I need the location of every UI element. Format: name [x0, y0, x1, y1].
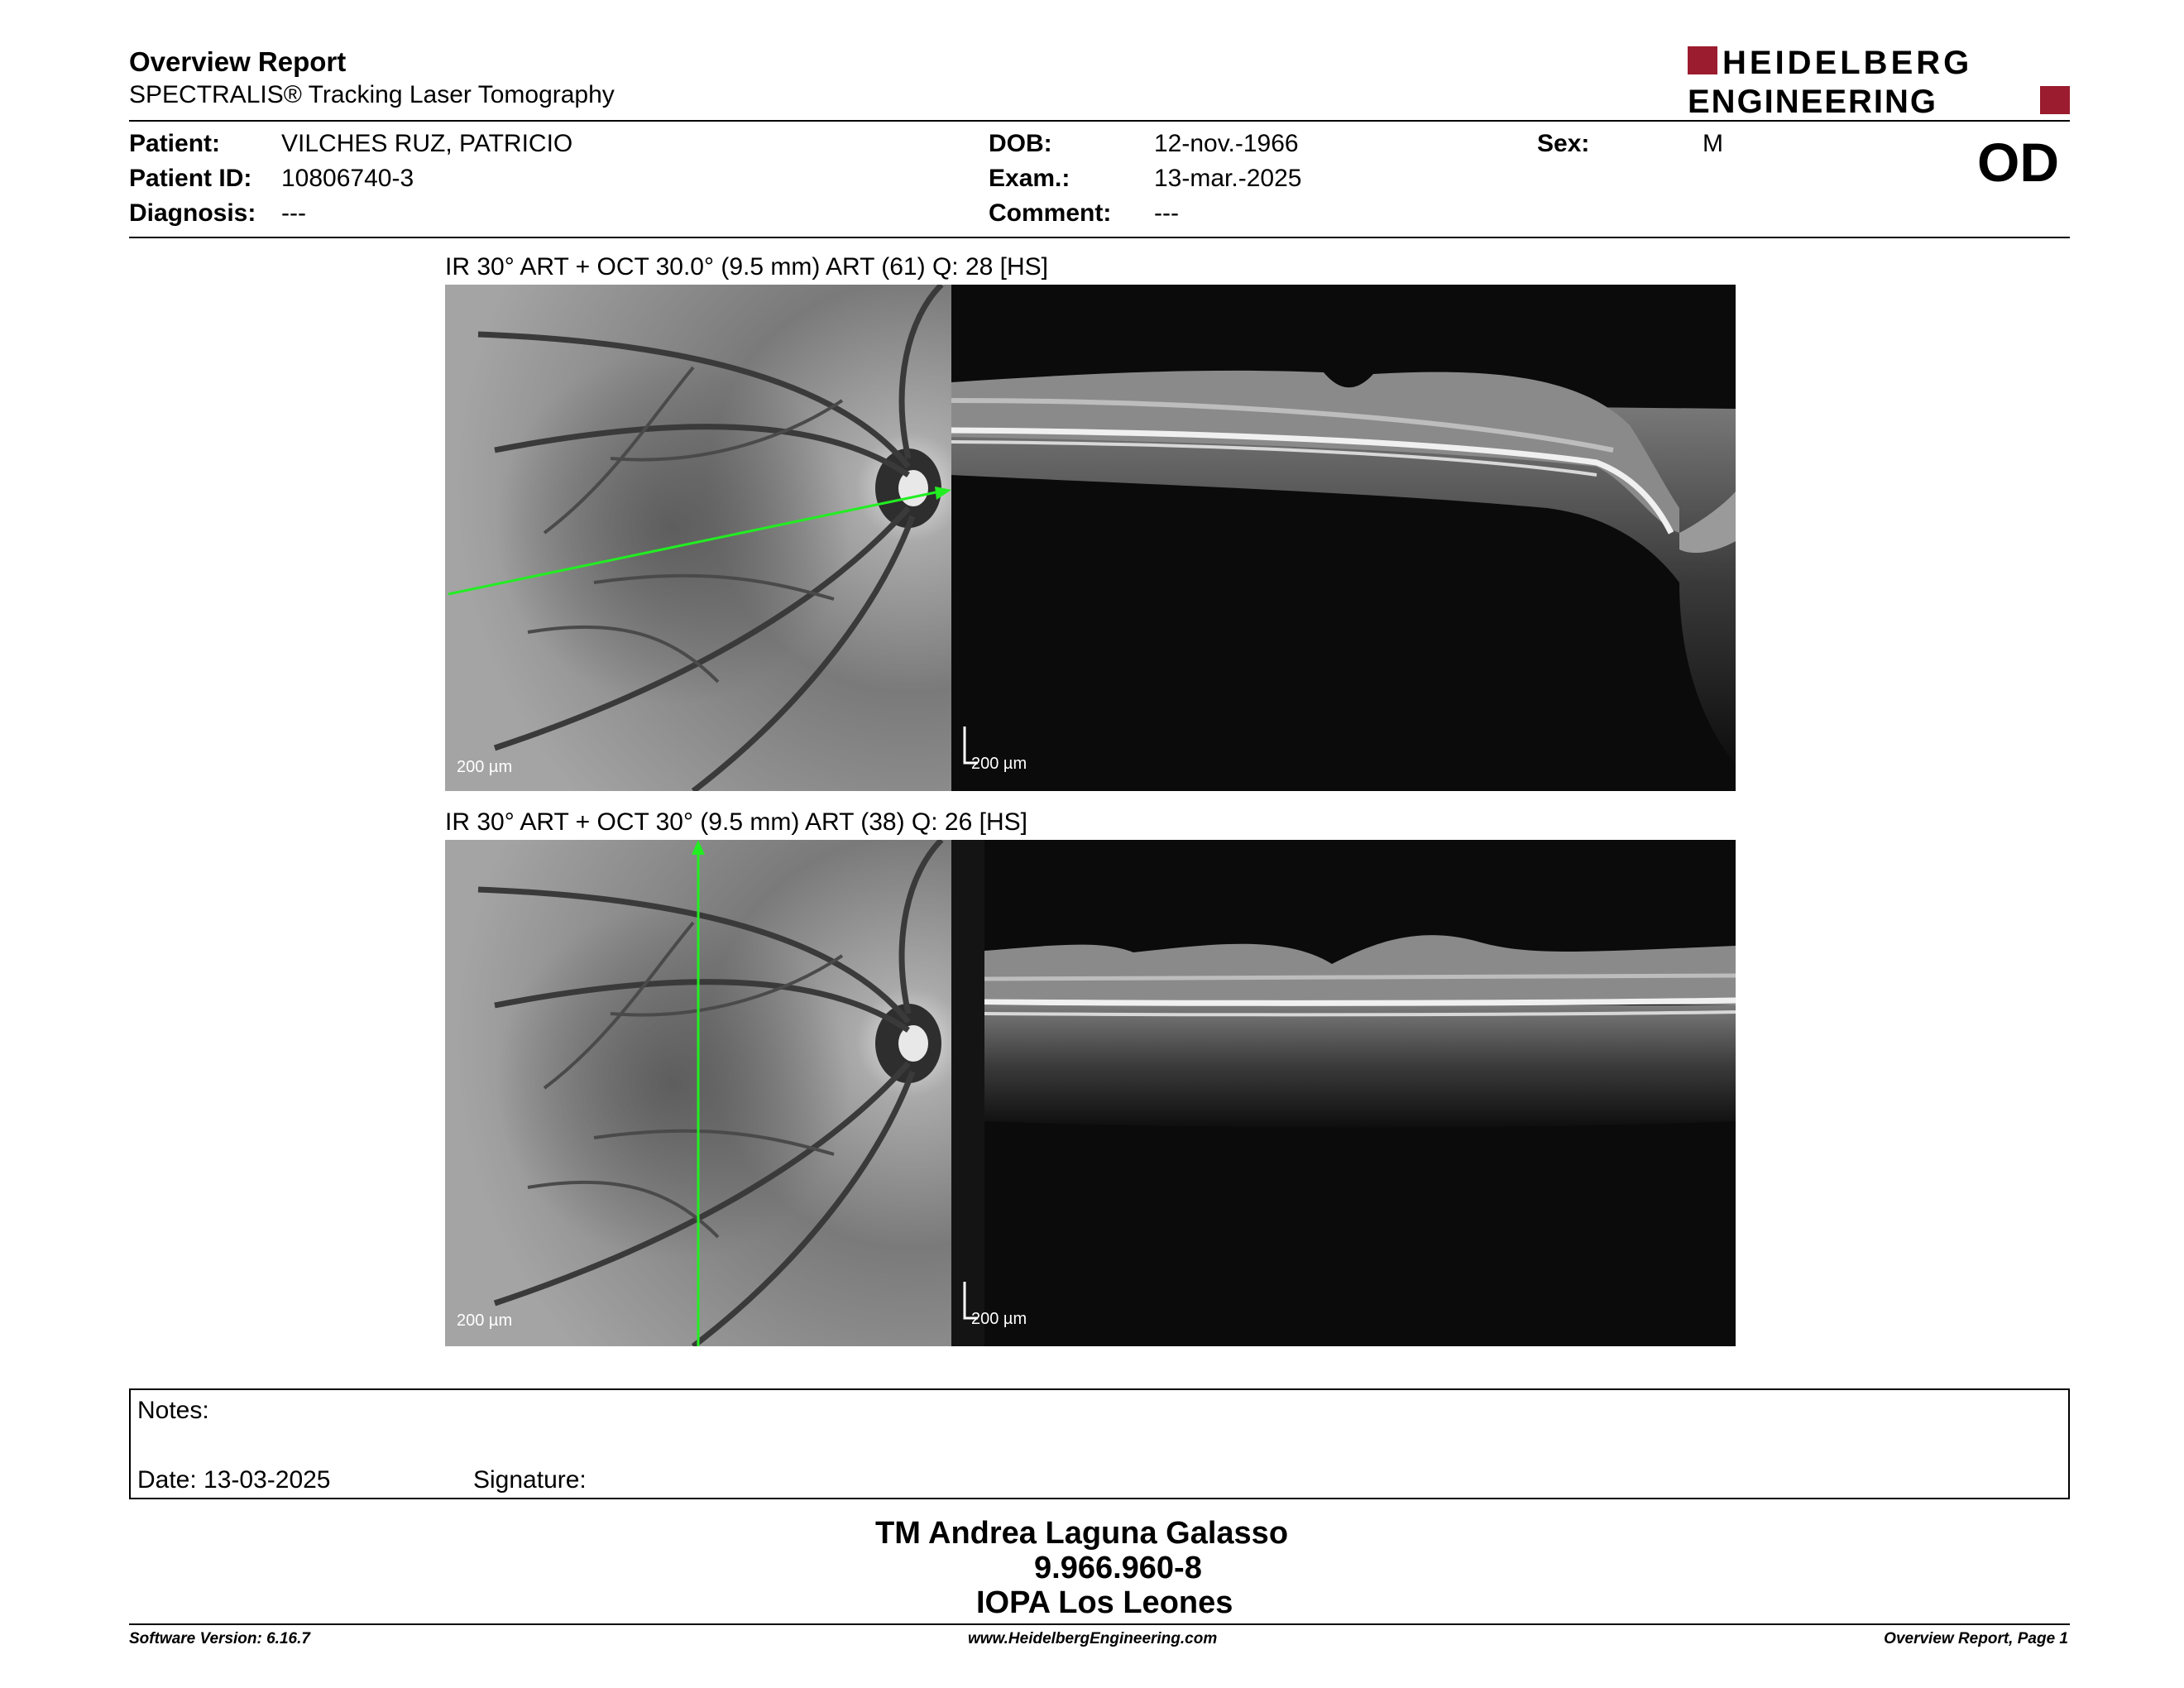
patient-id: 10806740-3	[281, 165, 414, 192]
dob-value: 12-nov.-1966	[1154, 130, 1299, 157]
dob-label: DOB:	[989, 130, 1052, 157]
sex-value: M	[1703, 130, 1723, 157]
stamp-institution: IOPA Los Leones	[976, 1585, 1233, 1620]
page-indicator: Overview Report, Page 1	[1884, 1630, 2068, 1647]
notes-label: Notes:	[137, 1397, 209, 1424]
date-label: Date: 13-03-2025	[137, 1466, 331, 1494]
patient-name: VILCHES RUZ, PATRICIO	[281, 130, 573, 157]
scan1-fundus-image[interactable]	[445, 285, 951, 791]
logo-line2: ENGINEERING	[1688, 84, 1938, 116]
website-link[interactable]: www.HeidelbergEngineering.com	[968, 1630, 1218, 1647]
scan2-title: IR 30° ART + OCT 30° (9.5 mm) ART (38) Q: 26 [HS]	[445, 808, 1027, 836]
scan1-oct-image[interactable]	[951, 285, 1736, 791]
comment-value: ---	[1154, 199, 1179, 227]
footer-divider	[129, 1623, 2070, 1625]
scan1-fundus-scale: 200 µm	[457, 758, 513, 776]
comment-label: Comment:	[989, 199, 1112, 227]
notes-box[interactable]	[129, 1388, 2070, 1499]
stamp-id: 9.966.960-8	[1034, 1551, 1202, 1585]
sex-label: Sex:	[1537, 130, 1590, 157]
scan2-fundus-image[interactable]	[445, 840, 951, 1346]
exam-value: 13-mar.-2025	[1154, 165, 1302, 192]
logo-line1: HEIDELBERG	[1722, 46, 1973, 81]
scan2-oct-scale: 200 µm	[971, 1310, 1027, 1328]
heidelberg-logo	[1688, 46, 2070, 116]
header-divider	[129, 120, 2070, 122]
scan1-oct-scale: 200 µm	[971, 755, 1027, 773]
diagnosis-value: ---	[281, 199, 306, 227]
diagnosis-label: Diagnosis:	[129, 199, 256, 227]
report-title: Overview Report	[129, 46, 347, 77]
exam-label: Exam.:	[989, 165, 1070, 192]
patient-id-label: Patient ID:	[129, 165, 252, 192]
patient-divider	[129, 237, 2070, 238]
eye-indicator: OD	[1977, 132, 2059, 193]
scan2-oct-image[interactable]	[951, 840, 1736, 1346]
report-subtitle: SPECTRALIS® Tracking Laser Tomography	[129, 81, 615, 108]
software-version: Software Version: 6.16.7	[129, 1630, 310, 1647]
scan1-title: IR 30° ART + OCT 30.0° (9.5 mm) ART (61) Q: 28 [HS]	[445, 253, 1048, 281]
stamp-name: TM Andrea Laguna Galasso	[875, 1516, 1289, 1551]
scan2-fundus-scale: 200 µm	[457, 1312, 513, 1330]
patient-label: Patient:	[129, 130, 221, 157]
signature-label: Signature:	[473, 1466, 587, 1494]
